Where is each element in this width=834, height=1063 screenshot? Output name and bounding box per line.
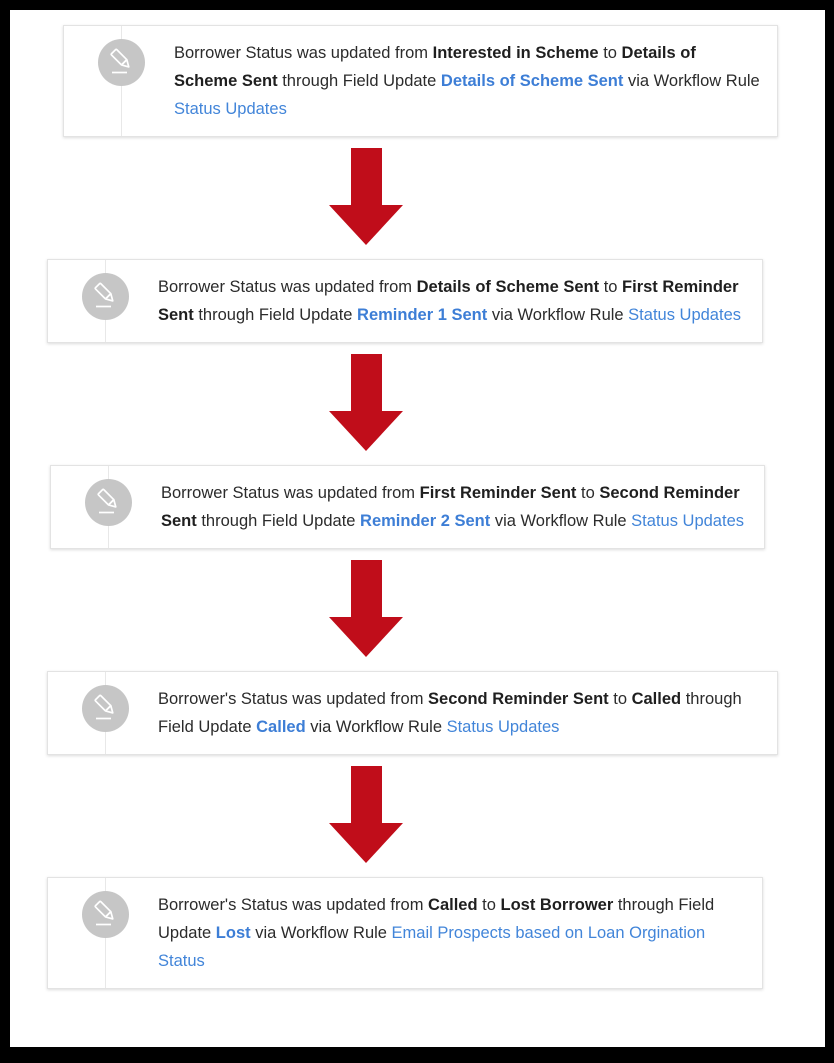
workflow-rule-link[interactable]: Status Updates	[631, 512, 744, 530]
status-update-message	[158, 672, 774, 754]
timeline-card	[47, 259, 763, 343]
field-update-link[interactable]: Reminder 1 Sent	[357, 306, 488, 324]
timeline-card	[47, 671, 778, 755]
status-value-text: Second Reminder Sent	[161, 484, 740, 530]
edit-pencil-icon	[85, 479, 132, 526]
field-update-link[interactable]: Called	[256, 718, 306, 736]
arrow-stem	[351, 148, 382, 205]
message-text: Borrower Status was updated from	[158, 278, 417, 296]
down-arrow-icon	[329, 560, 403, 657]
status-update-message	[158, 878, 762, 988]
status-value-text: Called	[428, 896, 478, 914]
status-update-message	[158, 260, 762, 342]
message-text: through Field Update	[277, 72, 441, 90]
status-value-text: Called	[631, 690, 682, 708]
status-value-text: Interested in Scheme	[432, 44, 599, 62]
workflow-status-timeline	[10, 25, 825, 989]
edit-pencil-icon	[82, 891, 129, 938]
status-update-message	[161, 466, 764, 548]
message-text: via Workflow Rule	[487, 306, 629, 324]
message-text: to	[477, 896, 501, 914]
message-text: Borrower Status was updated from	[161, 484, 420, 502]
status-value-text: First Reminder Sent	[419, 484, 577, 502]
timeline-rail	[48, 672, 158, 754]
message-text: via Workflow Rule	[305, 718, 447, 736]
message-text: via Workflow Rule	[250, 924, 392, 942]
edit-pencil-icon	[98, 39, 145, 86]
status-update-message	[174, 26, 777, 136]
message-text: via Workflow Rule	[623, 72, 760, 90]
timeline-rail	[48, 260, 158, 342]
message-text: to	[576, 484, 600, 502]
timeline-rail	[48, 878, 158, 988]
message-text: Borrower's Status was updated from	[158, 896, 429, 914]
workflow-rule-link[interactable]: Status Updates	[628, 306, 741, 324]
message-text: Borrower Status was updated from	[174, 44, 433, 62]
arrow-stem	[351, 766, 382, 823]
timeline-rail	[64, 26, 174, 136]
message-text: through Field Update	[193, 306, 358, 324]
edit-pencil-icon	[82, 273, 129, 320]
arrow-head	[329, 823, 403, 863]
down-arrow-icon	[329, 766, 403, 863]
workflow-rule-link[interactable]: Email Prospects based on Loan Orgination Status	[158, 924, 706, 970]
timeline-card	[47, 877, 763, 989]
message-text: to	[608, 690, 632, 708]
arrow-stem	[351, 560, 382, 617]
message-text: through Field Update	[196, 512, 361, 530]
timeline-card	[63, 25, 778, 137]
status-value-text: First Reminder Sent	[158, 278, 739, 324]
edit-pencil-icon	[82, 685, 129, 732]
status-value-text: Lost Borrower	[500, 896, 614, 914]
message-text: via Workflow Rule	[490, 512, 632, 530]
down-arrow-icon	[329, 354, 403, 451]
workflow-rule-link[interactable]: Status Updates	[446, 718, 560, 736]
message-text: Borrower's Status was updated from	[158, 690, 429, 708]
status-value-text: Details of Scheme Sent	[416, 278, 600, 296]
status-value-text: Second Reminder Sent	[428, 690, 609, 708]
arrow-head	[329, 411, 403, 451]
arrow-head	[329, 617, 403, 657]
field-update-link[interactable]: Lost	[215, 924, 251, 942]
arrow-head	[329, 205, 403, 245]
message-text: to	[598, 44, 622, 62]
workflow-rule-link[interactable]: Status Updates	[174, 100, 287, 118]
status-value-text: Details of Scheme Sent	[174, 44, 696, 90]
message-text: through Field Update	[158, 896, 715, 942]
down-arrow-icon	[329, 148, 403, 245]
timeline-card	[50, 465, 765, 549]
timeline-rail	[51, 466, 161, 548]
field-update-link[interactable]: Details of Scheme Sent	[440, 72, 624, 90]
arrow-stem	[351, 354, 382, 411]
message-text: to	[599, 278, 623, 296]
field-update-link[interactable]: Reminder 2 Sent	[360, 512, 491, 530]
message-text: through Field Update	[158, 690, 742, 736]
